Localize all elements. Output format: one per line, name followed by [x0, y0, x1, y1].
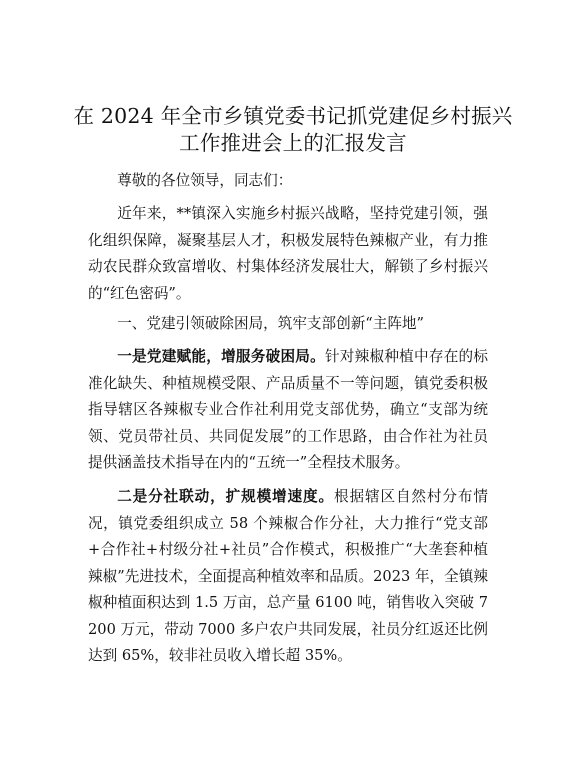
section-heading: 一、党建引领破除困局，筑牢支部创新“主阵地” — [117, 315, 424, 332]
greeting-paragraph: 尊敬的各位领导，同志们： — [117, 172, 293, 189]
document-title-line-1: 在 2024 年全市乡镇党委书记抓党建促乡村振兴 — [73, 104, 513, 128]
paragraph-2-lead: 二是分社联动，扩规模增速度。 — [117, 488, 334, 505]
section-paragraph-2 — [88, 484, 488, 670]
paragraph-1-lead: 一是党建赋能，增服务破困局。 — [117, 348, 325, 365]
section-paragraph-1 — [88, 344, 488, 477]
document-title-line-2: 工作推进会上的汇报发言 — [179, 131, 407, 155]
paragraph-1-text: 针对辣椒种植中存在的标准化缺失、种植规模受限、产品质量不一等问题，镇党委积极指导辖区各辣椒专业合作社利用党支部优势，确立“支部为统领、党员带社员、共同促发展”的工作思路，由合作社为社员提供涵盖技术指导在内的“五统一”全程技术服务。 — [88, 348, 488, 471]
intro-paragraph: 近年来，**镇深入实施乡村振兴战略，坚持党建引领，强化组织保障，凝聚基层人才，积极发展特色辣椒产业，有力推动农民群众致富增收、村集体经济发展壮大，解锁了乡村振兴的“红色密码”。 — [88, 205, 488, 302]
paragraph-2-text: 根据辖区自然村分布情况，镇党委组织成立 58 个辣椒合作分社，大力推行“党支部+合作社+村级分社+社员”合作模式，积极推广“大垄套种植辣椒”先进技术，全面提高种植效率和品质。2023 年，全镇辣椒种植面积达到 1.5 万亩，总产量 6100 吨，销售收入突破 7200 万元，带动 7000 多户农户共同发展，社员分红返还比例达到 65%，较非社员收入增长超 35%。 — [88, 488, 488, 664]
